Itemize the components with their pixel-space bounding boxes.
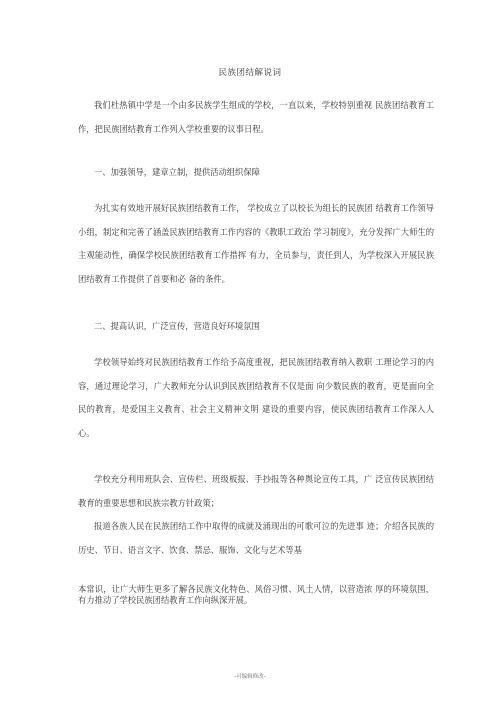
paragraph-knowledge: 本常识，让广大师生更多了解各民族文化特色、风俗习惯、风土人情，以营造浓 厚的环境氛围，有力推动了学校民族团结教育工作向纵深开展。 xyxy=(78,584,434,605)
paragraph-leadership: 为扎实有效地开展好民族团结教育工作， 学校成立了以校长为组长的民族团 结教育工作领导小组，制定和完善了涵盖民族团结教育工作内容的《教职工政治 学习制度》，充分发挥广大师生的主观能动性，确保学校民族团结教育工作措挥 有力，全员参与，责任到人，为学校深入开展民族团结教育工作提供了首要和必 备的条件。 xyxy=(78,203,434,284)
paragraph-awareness: 学校领导始终对民族团结教育工作给予高度重视，把民族团结教育纳入教职 工理论学习的内容，通过理论学习，广大教师充分认识到民族团结教育不仅是面 向少数民族的教育，更是面向全民的教育，是爱国主义教育、社会主义精神文明 建设的重要内容，使民族团结教育工作深入人心。 xyxy=(78,357,434,438)
document-title: 民族团结解说词 xyxy=(218,68,282,78)
paragraph-intro: 我们杜热镇中学是一个由多民族学生组成的学校，一直以来，学校特别重视 民族团结教育工作，把民族团结教育工作列入学校重要的议事日程。 xyxy=(78,100,434,134)
section-heading-2: 二、提高认识，广泛宣传，营造良好环境氛围 xyxy=(94,321,260,331)
section-heading-1: 一、加强领导，建章立制，提供活动组织保障 xyxy=(94,167,260,177)
paragraph-reports: 报道各族人民在民族团结工作中取得的成就及涌现出的可歌可泣的先进事 迹；介绍各民族的历史、节日、语言文字、饮食、禁忌、服饰、文化与艺术等基 xyxy=(78,521,434,555)
page-footer: -可编辑修改- xyxy=(234,674,266,680)
paragraph-publicity: 学校充分利用班队会、宣传栏、班级板报、手抄报等各种舆论宣传工具，广 泛宣传民族团结教育的重要思想和民族宗教方针政策； xyxy=(78,474,434,508)
